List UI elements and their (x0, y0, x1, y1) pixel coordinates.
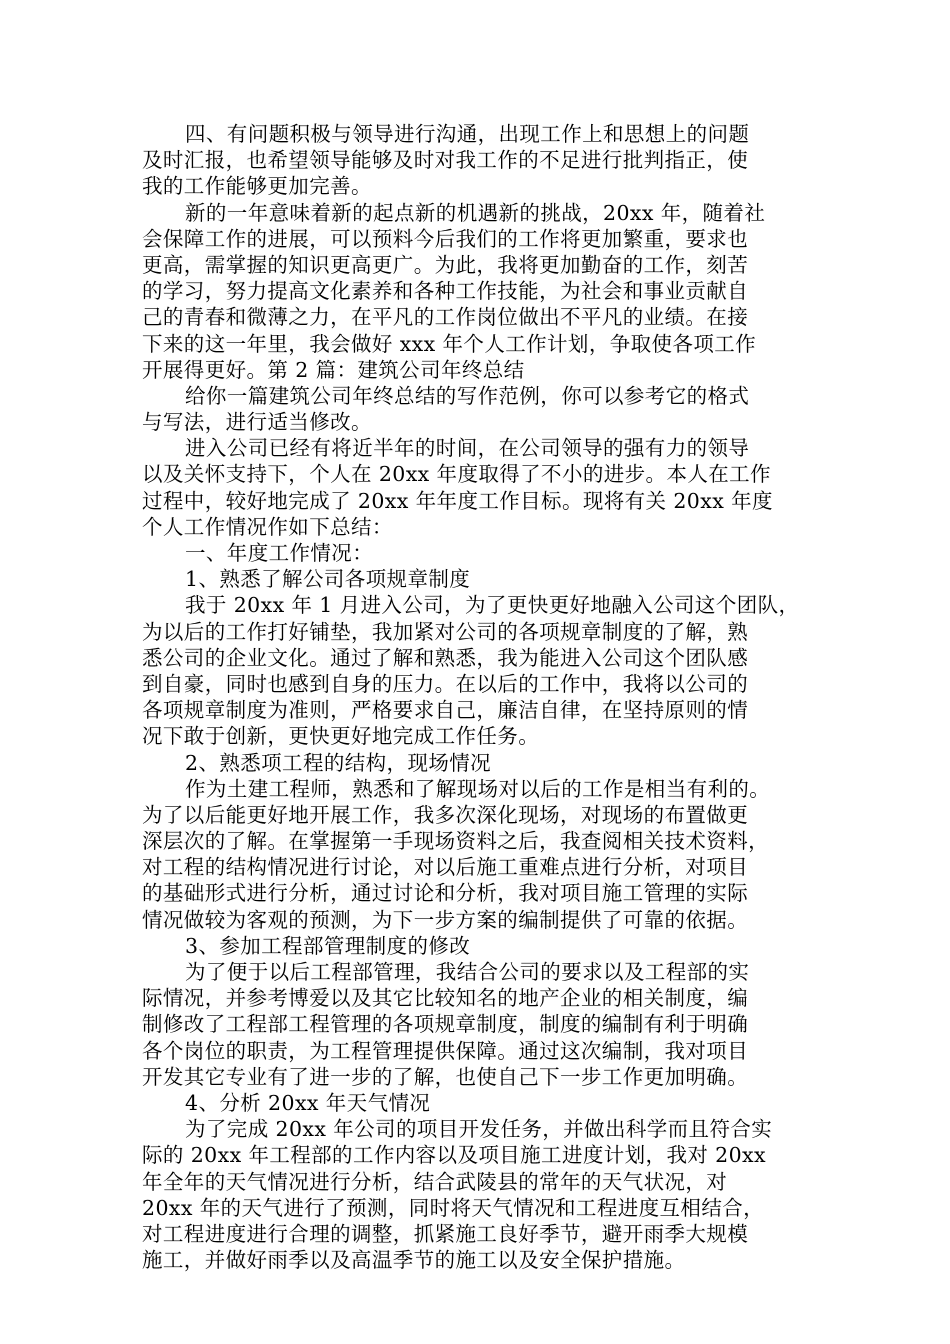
text-line: 开展得更好。第 2 篇：建筑公司年终总结 (142, 357, 525, 382)
text-line: 为了以后能更好地开展工作，我多次深化现场，对现场的布置做更 (142, 802, 749, 827)
text-line: 施工，并做好雨季以及高温季节的施工以及安全保护措施。 (142, 1248, 686, 1273)
text-line: 作为土建工程师，熟悉和了解现场对以后的工作是相当有利的。 (185, 776, 771, 801)
text-line: 悉公司的企业文化。通过了解和熟悉，我为能进入公司这个团队感 (142, 645, 749, 670)
text-line: 及时汇报，也希望领导能够及时对我工作的不足进行批判指正，使 (142, 148, 749, 173)
text-line: 进入公司已经有将近半年的时间，在公司领导的强有力的领导 (185, 436, 750, 461)
text-line: 我的工作能够更加完善。 (142, 174, 372, 199)
text-line: 过程中，较好地完成了 20xx 年年度工作目标。现将有关 20xx 年度 (142, 488, 773, 513)
text-line: 己的青春和微薄之力，在平凡的工作岗位做出不平凡的业绩。在接 (142, 305, 749, 330)
text-line: 下来的这一年里，我会做好 xxx 年个人工作计划，争取使各项工作 (142, 331, 757, 356)
text-line: 的学习，努力提高文化素养和各种工作技能，为社会和事业贡献自 (142, 279, 749, 304)
text-line: 更高，需掌握的知识更高更广。为此，我将更加勤奋的工作，刻苦 (142, 252, 749, 277)
text-line: 制修改了工程部工程管理的各项规章制度，制度的编制有利于明确 (142, 1012, 749, 1037)
text-line: 3、参加工程部管理制度的修改 (185, 933, 471, 958)
text-line: 各个岗位的职责，为工程管理提供保障。通过这次编制，我对项目 (142, 1038, 749, 1063)
text-line: 对工程进度进行合理的调整，抓紧施工良好季节，避开雨季大规模 (142, 1221, 749, 1246)
text-line: 以及关怀支持下，个人在 20xx 年度取得了不小的进步。本人在工作 (142, 462, 771, 487)
text-line: 深层次的了解。在掌握第一手现场资料之后，我查阅相关技术资料， (142, 829, 769, 854)
text-line: 的基础形式进行分析，通过讨论和分析，我对项目施工管理的实际 (142, 881, 749, 906)
text-line: 到自豪，同时也感到自身的压力。在以后的工作中，我将以公司的 (142, 671, 749, 696)
text-line: 20xx 年的天气进行了预测，同时将天气情况和工程进度互相结合， (142, 1195, 765, 1220)
text-line: 会保障工作的进展，可以预料今后我们的工作将更加繁重，要求也 (142, 226, 749, 251)
text-line: 为了便于以后工程部管理，我结合公司的要求以及工程部的实 (185, 960, 750, 984)
text-line: 对工程的结构情况进行讨论，对以后施工重难点进行分析，对项目 (142, 855, 749, 880)
text-line: 开发其它专业有了进一步的了解，也使自己下一步工作更加明确。 (142, 1064, 749, 1089)
text-line: 一、年度工作情况： (185, 541, 374, 565)
text-line: 个人工作情况作如下总结： (142, 514, 393, 539)
text-line: 1、熟悉了解公司各项规章制度 (185, 567, 471, 592)
text-line: 2、熟悉项工程的结构，现场情况 (185, 750, 492, 775)
text-line: 我于 20xx 年 1 月进入公司，为了更快更好地融入公司这个团队， (185, 593, 800, 618)
text-line: 给你一篇建筑公司年终总结的写作范例，你可以参考它的格式 (185, 383, 750, 408)
text-line: 四、有问题积极与领导进行沟通，出现工作上和思想上的问题 (185, 122, 750, 146)
text-line: 年全年的天气情况进行分析，结合武陵县的常年的天气状况，对 (142, 1169, 728, 1194)
document-body (142, 121, 817, 1273)
text-line: 为了完成 20xx 年公司的项目开发任务，并做出科学而且符合实 (185, 1117, 773, 1142)
text-line: 新的一年意味着新的起点新的机遇新的挑战，20xx 年，随着社 (185, 200, 766, 225)
text-line: 为以后的工作打好铺垫，我加紧对公司的各项规章制度的了解，熟 (142, 619, 749, 644)
text-line: 际的 20xx 年工程部的工作内容以及项目施工进度计划，我对 20xx (142, 1143, 766, 1168)
text-line: 4、分析 20xx 年天气情况 (185, 1090, 431, 1115)
text-line: 各项规章制度为准则，严格要求自己，廉洁自律，在坚持原则的情 (142, 698, 749, 723)
text-line: 与写法，进行适当修改。 (142, 410, 372, 435)
text-line: 际情况，并参考博爱以及其它比较知名的地产企业的相关制度，编 (142, 986, 749, 1011)
text-line: 情况做较为客观的预测，为下一步方案的编制提供了可靠的依据。 (142, 907, 749, 932)
text-line: 况下敢于创新，更快更好地完成工作任务。 (142, 724, 540, 749)
